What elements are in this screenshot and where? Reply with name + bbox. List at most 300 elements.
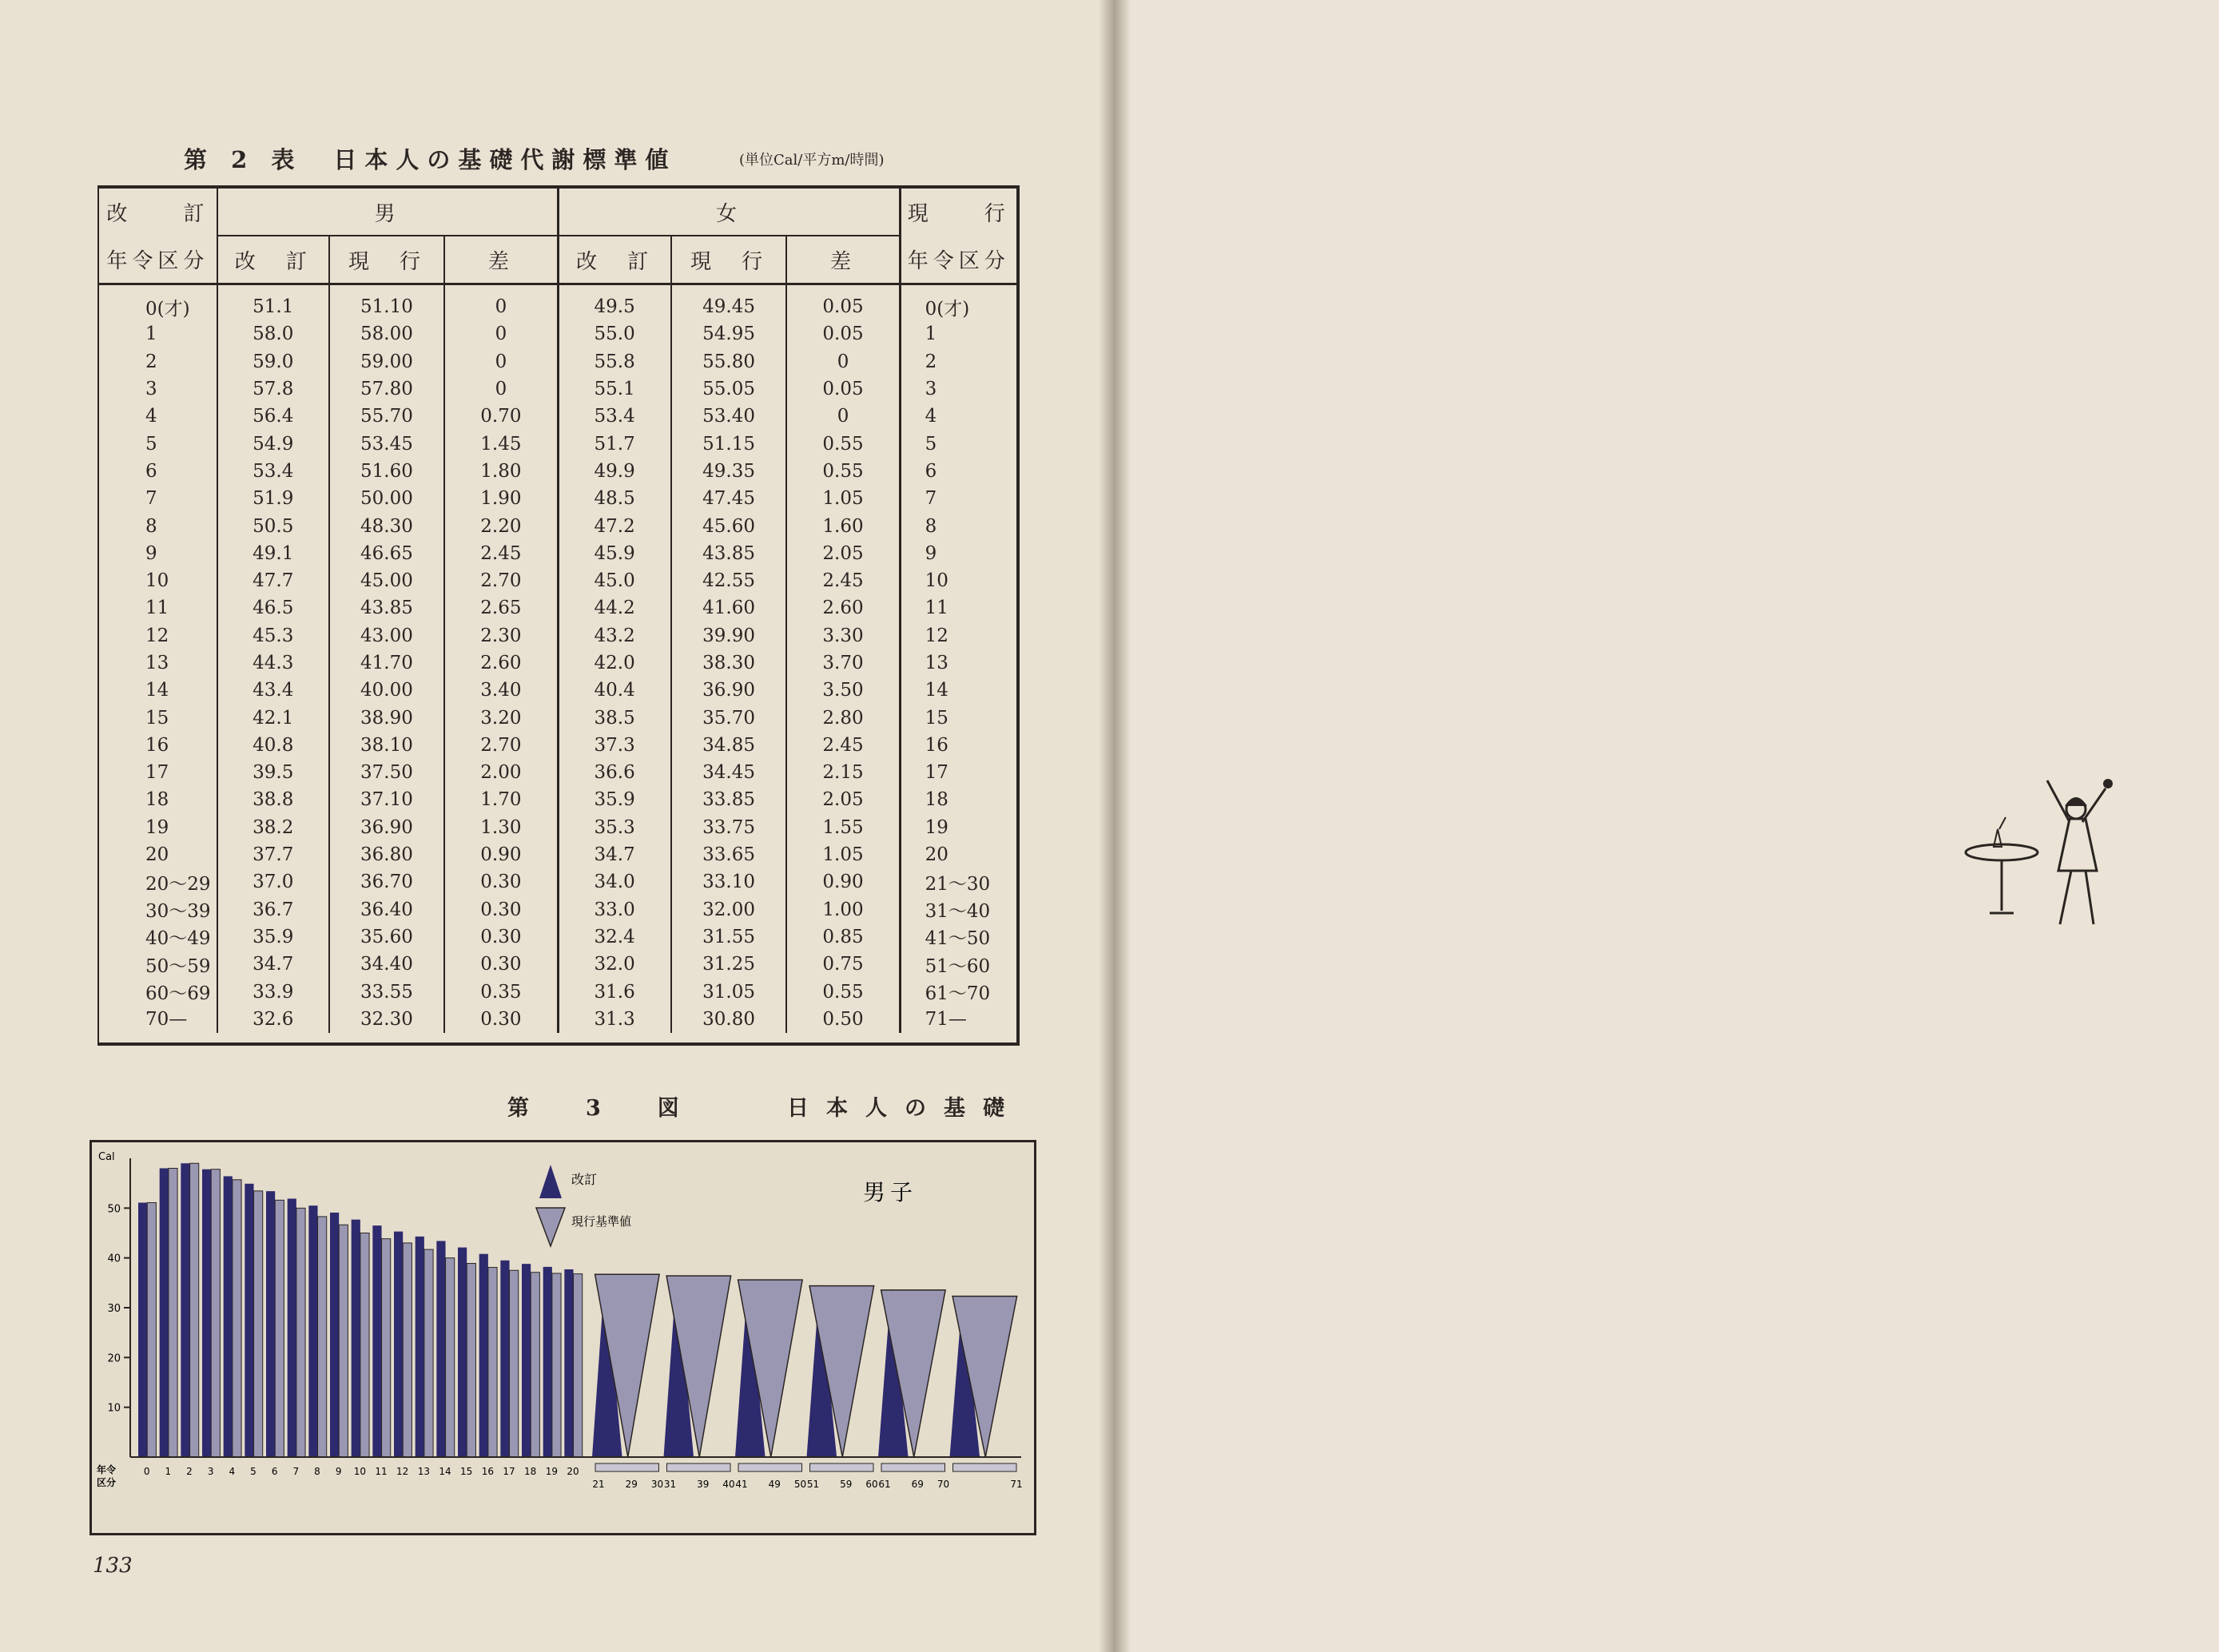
range-tick-label: 21 bbox=[592, 1479, 605, 1490]
table-cell: 54.9 bbox=[217, 430, 329, 457]
table-cell: 43.4 bbox=[217, 677, 329, 704]
table-cell: 34.45 bbox=[671, 759, 787, 786]
table-cell: 0.30 bbox=[444, 896, 558, 923]
page-gutter bbox=[1099, 0, 1131, 1652]
table-cell: 35.70 bbox=[671, 704, 787, 731]
range-tick-label: 70 bbox=[937, 1479, 950, 1490]
bar-current bbox=[275, 1200, 284, 1457]
table-cell: 3.50 bbox=[786, 677, 900, 704]
bar-revised bbox=[543, 1267, 552, 1457]
table-cell: 2.80 bbox=[786, 704, 900, 731]
table-cell: 31.6 bbox=[558, 978, 671, 1005]
figure-caption-number: 第 3 図 bbox=[507, 1096, 697, 1121]
x-tick-label: 20 bbox=[567, 1466, 579, 1477]
table-cell: 33.0 bbox=[558, 896, 671, 923]
table-cell: 30～39 bbox=[99, 896, 217, 923]
table-cell: 46.5 bbox=[217, 594, 329, 621]
bar-revised bbox=[308, 1205, 317, 1457]
table-cell: 54.95 bbox=[671, 320, 787, 347]
table-cell: 33.65 bbox=[671, 841, 787, 868]
table-cell: 31.3 bbox=[558, 1006, 671, 1033]
table-row bbox=[99, 430, 1016, 457]
table-cell: 49.9 bbox=[558, 458, 671, 485]
table-cell: 36.90 bbox=[671, 677, 787, 704]
table-cell: 47.7 bbox=[217, 567, 329, 594]
table-cell: 31.25 bbox=[671, 951, 787, 978]
table-row bbox=[99, 485, 1016, 512]
table-row bbox=[99, 732, 1016, 759]
table-cell: 60～69 bbox=[99, 978, 217, 1005]
table-cell: 59.00 bbox=[329, 348, 445, 375]
table-cell: 3.20 bbox=[444, 704, 558, 731]
x-tick-label: 15 bbox=[460, 1466, 473, 1477]
table-cell: 36.7 bbox=[217, 896, 329, 923]
bar-current bbox=[403, 1243, 412, 1457]
table-cell: 32.4 bbox=[558, 923, 671, 951]
x-tick-label: 18 bbox=[524, 1466, 537, 1477]
table-cell: 51.1 bbox=[217, 284, 329, 321]
bar-revised bbox=[202, 1170, 211, 1457]
table-cell: 50～59 bbox=[99, 951, 217, 978]
table-cell: 43.85 bbox=[671, 540, 787, 567]
bar-revised bbox=[330, 1213, 339, 1457]
range-tick-label: 60 bbox=[865, 1479, 878, 1490]
table-cell: 5 bbox=[99, 430, 217, 457]
bar-revised bbox=[266, 1191, 275, 1457]
table-cell: 53.40 bbox=[671, 403, 787, 430]
x-tick-label: 1 bbox=[165, 1466, 172, 1477]
table-cell: 50.00 bbox=[329, 485, 445, 512]
bar-current bbox=[424, 1249, 433, 1457]
range-tick-label: 51 bbox=[806, 1479, 820, 1490]
table-row bbox=[99, 677, 1016, 704]
table-cell: 0.55 bbox=[786, 458, 900, 485]
table-cell: 55.05 bbox=[671, 375, 787, 403]
x-tick-label: 17 bbox=[503, 1466, 515, 1477]
table-cell: 55.8 bbox=[558, 348, 671, 375]
legend-revised-label: 改訂 bbox=[571, 1172, 598, 1187]
table-cell: 34.0 bbox=[558, 868, 671, 895]
table-cell: 1 bbox=[925, 324, 937, 345]
range-bracket bbox=[667, 1463, 731, 1471]
table-cell: 17 bbox=[925, 762, 948, 784]
bar-revised bbox=[352, 1220, 360, 1457]
table-cell: 31.05 bbox=[671, 978, 787, 1005]
table-row bbox=[99, 512, 1016, 539]
table-cell: 36.70 bbox=[329, 868, 445, 895]
table-cell: 2.65 bbox=[444, 594, 558, 621]
table-cell: 58.00 bbox=[329, 320, 445, 347]
legend-current-swatch bbox=[536, 1208, 565, 1246]
table-cell: 0.75 bbox=[786, 951, 900, 978]
table-cell: 39.90 bbox=[671, 622, 787, 649]
table-cell: 17 bbox=[99, 759, 217, 786]
table-cell: 3.40 bbox=[444, 677, 558, 704]
table-cell: 51.60 bbox=[329, 458, 445, 485]
figure-caption-title: 日本人の基礎 bbox=[787, 1096, 1022, 1121]
bar-revised bbox=[288, 1198, 296, 1457]
table-cell: 31～40 bbox=[925, 901, 991, 923]
table-cell: 2.00 bbox=[444, 759, 558, 786]
table-cell: 4 bbox=[99, 403, 217, 430]
table-cell: 0 bbox=[444, 320, 558, 347]
right-col-header-2: 年令区分 bbox=[900, 236, 1016, 284]
table-row bbox=[99, 567, 1016, 594]
table-cell: 46.65 bbox=[329, 540, 445, 567]
table-cell: 55.70 bbox=[329, 403, 445, 430]
table-cell: 2.05 bbox=[786, 786, 900, 813]
table-cell: 49.35 bbox=[671, 458, 787, 485]
table-cell: 58.0 bbox=[217, 320, 329, 347]
table-cell: 2.60 bbox=[444, 649, 558, 677]
table-row bbox=[99, 403, 1016, 430]
range-bracket bbox=[738, 1463, 802, 1471]
table-cell: 57.8 bbox=[217, 375, 329, 403]
bar-current bbox=[552, 1273, 561, 1457]
x-tick-label: 10 bbox=[353, 1466, 366, 1477]
range-tick-label: 59 bbox=[840, 1479, 853, 1490]
x-tick-label: 14 bbox=[439, 1466, 451, 1477]
x-tick-label: 8 bbox=[314, 1466, 320, 1477]
table-row bbox=[99, 786, 1016, 813]
table-cell: 0.30 bbox=[444, 868, 558, 895]
table-cell: 34.40 bbox=[329, 951, 445, 978]
women-revised-header: 改 訂 bbox=[558, 236, 671, 284]
table-row bbox=[99, 594, 1016, 621]
table-row bbox=[99, 375, 1016, 403]
table-cell: 19 bbox=[925, 816, 948, 838]
table-cell: 1.00 bbox=[786, 896, 900, 923]
table-cell: 3.30 bbox=[786, 622, 900, 649]
table-cell: 35.9 bbox=[558, 786, 671, 813]
table-cell: 15 bbox=[99, 704, 217, 731]
table-cell: 4 bbox=[925, 406, 937, 427]
left-col-header-1: 改 訂 bbox=[99, 189, 217, 236]
y-tick-label: 50 bbox=[107, 1203, 121, 1216]
table-cell: 12 bbox=[99, 622, 217, 649]
legend-current-label: 現行基準値 bbox=[571, 1214, 632, 1229]
range-tick-label: 39 bbox=[697, 1479, 710, 1490]
y-tick-label: 10 bbox=[107, 1402, 121, 1415]
table-cell: 38.5 bbox=[558, 704, 671, 731]
range-bracket bbox=[810, 1463, 874, 1471]
table-cell: 0.05 bbox=[786, 284, 900, 321]
bar-revised bbox=[522, 1264, 531, 1457]
table-cell: 51.15 bbox=[671, 430, 787, 457]
table-cell: 1.05 bbox=[786, 841, 900, 868]
men-diff-header: 差 bbox=[444, 236, 558, 284]
table-row bbox=[99, 814, 1016, 841]
table-cell: 9 bbox=[99, 540, 217, 567]
table-cell: 18 bbox=[925, 789, 948, 811]
table-cell: 2.60 bbox=[786, 594, 900, 621]
x-tick-label: 3 bbox=[207, 1466, 214, 1477]
table-cell: 38.8 bbox=[217, 786, 329, 813]
table-cell: 1.90 bbox=[444, 485, 558, 512]
table-cell: 59.0 bbox=[217, 348, 329, 375]
table-cell: 18 bbox=[99, 786, 217, 813]
men-bmr-chart bbox=[92, 1142, 1034, 1533]
table-cell: 41.60 bbox=[671, 594, 787, 621]
table-cell: 41.70 bbox=[329, 649, 445, 677]
table-cell: 19 bbox=[99, 814, 217, 841]
table-cell: 35.9 bbox=[217, 923, 329, 951]
bar-current bbox=[574, 1274, 583, 1457]
table-cell: 37.10 bbox=[329, 786, 445, 813]
table-cell: 47.45 bbox=[671, 485, 787, 512]
table-cell: 37.3 bbox=[558, 732, 671, 759]
table-cell: 20 bbox=[99, 841, 217, 868]
men-revised-header: 改 訂 bbox=[217, 236, 329, 284]
y-tick-label: 30 bbox=[107, 1303, 121, 1315]
table-row bbox=[99, 978, 1016, 1005]
table-row bbox=[99, 923, 1016, 951]
table-cell: 53.45 bbox=[329, 430, 445, 457]
women-diff-header: 差 bbox=[786, 236, 900, 284]
range-tick-label: 40 bbox=[722, 1479, 735, 1490]
table-cell: 40.00 bbox=[329, 677, 445, 704]
table-cell: 45.3 bbox=[217, 622, 329, 649]
x-tick-label: 7 bbox=[292, 1466, 300, 1477]
bar-revised bbox=[394, 1232, 403, 1457]
table-cell: 16 bbox=[99, 732, 217, 759]
table-cell: 2 bbox=[925, 351, 937, 372]
bar-current bbox=[446, 1258, 455, 1457]
table-cell: 53.4 bbox=[217, 458, 329, 485]
x-tick-label: 13 bbox=[417, 1466, 430, 1477]
y-tick-label: 20 bbox=[107, 1352, 121, 1365]
table-cell: 40.4 bbox=[558, 677, 671, 704]
table-cell: 38.10 bbox=[329, 732, 445, 759]
table-cell: 44.3 bbox=[217, 649, 329, 677]
panel-label: 男子 bbox=[863, 1179, 918, 1205]
range-tick-label: 31 bbox=[663, 1479, 677, 1490]
table-cell: 12 bbox=[925, 625, 948, 646]
table-cell: 11 bbox=[925, 598, 948, 619]
table-cell: 0(才) bbox=[99, 284, 217, 321]
table-cell: 48.30 bbox=[329, 512, 445, 539]
table-cell: 0 bbox=[444, 375, 558, 403]
table-cell: 51.10 bbox=[329, 284, 445, 321]
table-cell: 0 bbox=[786, 348, 900, 375]
range-tick-label: 50 bbox=[793, 1479, 807, 1490]
table-title: 第 2 表 日本人の基礎代謝標準値 bbox=[184, 146, 677, 173]
table-cell: 1 bbox=[99, 320, 217, 347]
table-cell: 36.90 bbox=[329, 814, 445, 841]
table-cell: 10 bbox=[99, 567, 217, 594]
table-cell: 33.85 bbox=[671, 786, 787, 813]
bar-revised bbox=[416, 1237, 424, 1457]
table-cell: 20～29 bbox=[99, 868, 217, 895]
table-cell: 33.9 bbox=[217, 978, 329, 1005]
bar-current bbox=[382, 1239, 391, 1457]
table-unit: (単位Cal/平方m/時間) bbox=[739, 152, 885, 169]
x-tick-label: 0 bbox=[143, 1466, 150, 1477]
table-cell: 33.10 bbox=[671, 868, 787, 895]
table-cell: 61～70 bbox=[925, 983, 991, 1005]
table-cell: 45.9 bbox=[558, 540, 671, 567]
table-cell: 34.85 bbox=[671, 732, 787, 759]
range-bracket bbox=[953, 1463, 1017, 1471]
table-cell: 48.5 bbox=[558, 485, 671, 512]
table-cell: 0.05 bbox=[786, 375, 900, 403]
table-cell: 0.85 bbox=[786, 923, 900, 951]
bar-current bbox=[147, 1202, 156, 1457]
table-cell: 31.55 bbox=[671, 923, 787, 951]
table-cell: 42.55 bbox=[671, 567, 787, 594]
table-cell: 53.4 bbox=[558, 403, 671, 430]
bar-current bbox=[318, 1217, 327, 1457]
table-cell: 5 bbox=[925, 433, 937, 455]
table-cell: 37.0 bbox=[217, 868, 329, 895]
men-header: 男 bbox=[217, 189, 558, 236]
table-cell: 7 bbox=[99, 485, 217, 512]
x-tick-label: 9 bbox=[335, 1466, 342, 1477]
table-row bbox=[99, 458, 1016, 485]
x-tick-label: 11 bbox=[375, 1466, 388, 1477]
table-row bbox=[99, 649, 1016, 677]
table-cell: 0.55 bbox=[786, 978, 900, 1005]
range-bracket bbox=[595, 1463, 659, 1471]
table-cell: 55.80 bbox=[671, 348, 787, 375]
table-row bbox=[99, 841, 1016, 868]
table-cell: 50.5 bbox=[217, 512, 329, 539]
table-cell: 0.30 bbox=[444, 951, 558, 978]
table-cell: 14 bbox=[925, 680, 948, 701]
table-cell: 55.0 bbox=[558, 320, 671, 347]
table-cell: 13 bbox=[99, 649, 217, 677]
table-cell: 41～50 bbox=[925, 928, 991, 950]
bar-current bbox=[233, 1180, 241, 1457]
table-cell: 8 bbox=[925, 515, 937, 537]
table-cell: 43.2 bbox=[558, 622, 671, 649]
table-cell: 6 bbox=[925, 460, 937, 482]
table-cell: 1.70 bbox=[444, 786, 558, 813]
table-cell: 37.7 bbox=[217, 841, 329, 868]
table-row bbox=[99, 759, 1016, 786]
y-unit-label: Cal bbox=[98, 1151, 115, 1163]
men-current-header: 現 行 bbox=[329, 236, 445, 284]
table-row bbox=[99, 622, 1016, 649]
table-cell: 32.0 bbox=[558, 951, 671, 978]
table-row bbox=[99, 540, 1016, 567]
table-cell: 0.35 bbox=[444, 978, 558, 1005]
table-cell: 44.2 bbox=[558, 594, 671, 621]
table-cell: 2.45 bbox=[786, 732, 900, 759]
table-cell: 36.40 bbox=[329, 896, 445, 923]
table-cell: 40～49 bbox=[99, 923, 217, 951]
age-axis-label: 区分 bbox=[97, 1477, 117, 1488]
bar-revised bbox=[436, 1241, 445, 1457]
table-cell: 36.6 bbox=[558, 759, 671, 786]
range-tick-label: 30 bbox=[650, 1479, 664, 1490]
table-cell: 45.0 bbox=[558, 567, 671, 594]
table-cell: 0.30 bbox=[444, 1006, 558, 1033]
table-cell: 57.80 bbox=[329, 375, 445, 403]
table-cell: 1.60 bbox=[786, 512, 900, 539]
bar-current bbox=[296, 1208, 305, 1457]
bar-revised bbox=[500, 1261, 509, 1457]
table-cell: 37.50 bbox=[329, 759, 445, 786]
table-cell: 0.30 bbox=[444, 923, 558, 951]
table-cell: 0.90 bbox=[444, 841, 558, 868]
table-cell: 3 bbox=[925, 379, 937, 400]
table-cell: 15 bbox=[925, 707, 948, 729]
bar-current bbox=[467, 1264, 475, 1457]
table-row bbox=[99, 348, 1016, 375]
bar-revised bbox=[245, 1184, 253, 1457]
table-cell: 2.05 bbox=[786, 540, 900, 567]
men-chart-frame bbox=[89, 1140, 1036, 1535]
table-cell: 16 bbox=[925, 734, 948, 756]
left-page-number: 133 bbox=[93, 1554, 133, 1578]
table-cell: 38.2 bbox=[217, 814, 329, 841]
table-cell: 32.00 bbox=[671, 896, 787, 923]
table-cell: 70— bbox=[99, 1006, 217, 1033]
bar-revised bbox=[479, 1254, 488, 1457]
range-bracket bbox=[881, 1463, 945, 1471]
table-cell: 35.3 bbox=[558, 814, 671, 841]
table-cell: 33.75 bbox=[671, 814, 787, 841]
table-cell: 34.7 bbox=[558, 841, 671, 868]
left-col-header-2: 年令区分 bbox=[99, 236, 217, 284]
table-cell: 47.2 bbox=[558, 512, 671, 539]
table-row bbox=[99, 284, 1016, 321]
table-cell: 2 bbox=[99, 348, 217, 375]
table-cell: 0 bbox=[444, 284, 558, 321]
table-cell: 39.5 bbox=[217, 759, 329, 786]
table-cell: 2.45 bbox=[786, 567, 900, 594]
age-axis-label: 年令 bbox=[97, 1464, 117, 1475]
table-cell: 36.80 bbox=[329, 841, 445, 868]
table-cell: 2.45 bbox=[444, 540, 558, 567]
bar-current bbox=[254, 1191, 263, 1457]
table-cell: 2.70 bbox=[444, 567, 558, 594]
bar-revised bbox=[160, 1168, 169, 1457]
table-cell: 1.80 bbox=[444, 458, 558, 485]
table-cell: 3 bbox=[99, 375, 217, 403]
table-cell: 49.1 bbox=[217, 540, 329, 567]
x-tick-label: 16 bbox=[481, 1466, 494, 1477]
x-tick-label: 6 bbox=[271, 1466, 278, 1477]
legend-revised-swatch bbox=[539, 1165, 562, 1198]
table-cell: 2.30 bbox=[444, 622, 558, 649]
bar-current bbox=[488, 1268, 497, 1457]
table-cell: 0(才) bbox=[925, 298, 970, 320]
table-cell: 10 bbox=[925, 570, 948, 592]
table-row bbox=[99, 704, 1016, 731]
table-cell: 0.70 bbox=[444, 403, 558, 430]
x-tick-label: 19 bbox=[545, 1466, 558, 1477]
bar-current bbox=[169, 1168, 177, 1457]
table-cell: 2.15 bbox=[786, 759, 900, 786]
table-cell: 55.1 bbox=[558, 375, 671, 403]
table-cell: 1.55 bbox=[786, 814, 900, 841]
table-cell: 3.70 bbox=[786, 649, 900, 677]
table-cell: 35.60 bbox=[329, 923, 445, 951]
table-cell: 32.30 bbox=[329, 1006, 445, 1033]
bar-current bbox=[211, 1170, 220, 1457]
range-tick-label: 41 bbox=[735, 1479, 748, 1490]
table-cell: 0.90 bbox=[786, 868, 900, 895]
table-cell: 42.1 bbox=[217, 704, 329, 731]
table-row bbox=[99, 1006, 1016, 1033]
table-cell: 0 bbox=[786, 403, 900, 430]
table-cell: 0.55 bbox=[786, 430, 900, 457]
table-cell: 1.30 bbox=[444, 814, 558, 841]
table-cell: 14 bbox=[99, 677, 217, 704]
table-cell: 2.20 bbox=[444, 512, 558, 539]
